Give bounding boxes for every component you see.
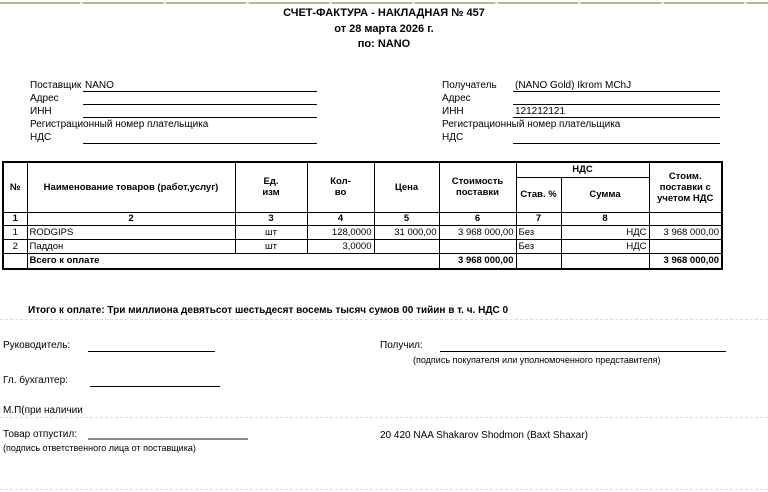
recipient-inn-label: ИНН (442, 106, 464, 117)
recipient-vat-label: НДС (442, 132, 464, 143)
item-unit: шт (235, 225, 307, 239)
recipient-inn-value: 121212121 (515, 106, 566, 117)
stamp-label: М.П(при наличии (3, 405, 83, 416)
supplier-name-field (83, 80, 317, 92)
item-num: 2 (3, 239, 27, 253)
recipient-reg-row (442, 118, 742, 131)
grid-artifact-line (0, 319, 768, 320)
column-number: 1 (3, 212, 27, 225)
accountant-signature-line (90, 386, 220, 387)
col-header-num: № (3, 162, 27, 212)
item-vat-sum: НДС (561, 239, 649, 253)
document-title: СЧЕТ-ФАКТУРА - НАКЛАДНАЯ № 457 (283, 7, 485, 19)
total-vat-rate-cell (516, 253, 561, 269)
supplier-label: Поставщик (30, 80, 82, 91)
col-header-vat-rate: Став. % (516, 177, 561, 212)
col-header-vat-sum: Сумма (561, 177, 649, 212)
col-header-unit: Ед. изм (235, 162, 307, 212)
total-row-num-cell (3, 253, 27, 269)
supplier-address-label: Адрес (30, 93, 59, 104)
col-header-cost: Стоимость поставки (439, 162, 516, 212)
column-number: 2 (27, 212, 235, 225)
item-price: 31 000,00 (374, 225, 439, 239)
item-num: 1 (3, 225, 27, 239)
column-number: 8 (561, 212, 649, 225)
released-by-info: 20 420 NAA Shakarov Shodmon (Baxt Shaxar) (380, 430, 588, 441)
recipient-address-row (442, 92, 742, 105)
column-number: 3 (235, 212, 307, 225)
supplier-vat-row (30, 131, 350, 144)
col-header-price: Цена (374, 162, 439, 212)
supplier-vat-label: НДС (30, 132, 52, 143)
total-row (3, 253, 722, 269)
col-header-name: Наименование товаров (работ,услуг) (27, 162, 235, 212)
item-name: RODGIPS (27, 225, 235, 239)
received-note: (подпись покупателя или уполномоченного представителя) (413, 355, 661, 365)
recipient-vat-field (513, 132, 720, 144)
column-number: 6 (439, 212, 516, 225)
recipient-vat-row (442, 131, 742, 144)
supplier-inn-row (30, 105, 350, 118)
column-number: 7 (516, 212, 561, 225)
director-label: Руководитель: (3, 340, 71, 351)
total-cost: 3 968 000,00 (439, 253, 516, 269)
column-number: 4 (307, 212, 374, 225)
supplier-inn-label: ИНН (30, 106, 52, 117)
total-vat-sum-cell (561, 253, 649, 269)
supplier-address-field (83, 93, 317, 105)
table-row (3, 239, 722, 253)
item-qty: 128,0000 (307, 225, 374, 239)
item-cost (439, 239, 516, 253)
item-vat-rate: Без (516, 239, 561, 253)
item-vat-sum: НДС (561, 225, 649, 239)
item-unit: шт (235, 239, 307, 253)
item-cost: 3 968 000,00 (439, 225, 516, 239)
total-amount: 3 968 000,00 (649, 253, 722, 269)
recipient-name-value: (NANO Gold) Ikrom MChJ (515, 80, 632, 91)
column-number: 5 (374, 212, 439, 225)
item-qty: 3,0000 (307, 239, 374, 253)
grid-artifact-line (0, 489, 768, 490)
item-price (374, 239, 439, 253)
table-row (3, 225, 722, 239)
invoice-items-table (2, 161, 723, 270)
supplier-name-row (30, 79, 350, 92)
received-signature-line (440, 351, 726, 352)
accountant-label: Гл. бухгалтер: (3, 375, 68, 386)
supplier-address-row (30, 92, 350, 105)
supplier-vat-field (83, 132, 317, 144)
item-vat-rate: Без (516, 225, 561, 239)
column-number-row (3, 212, 722, 225)
supplier-inn-field (83, 106, 317, 118)
received-label: Получил: (380, 340, 423, 351)
item-total: 3 968 000,00 (649, 225, 722, 239)
col-header-total: Стоим. поставки с учетом НДС (649, 162, 722, 212)
supplier-reg-label: Регистрационный номер плательщика (30, 119, 209, 130)
recipient-inn-row (442, 105, 742, 118)
released-signature-line (88, 438, 248, 440)
supplier-name-value: NANO (85, 80, 114, 91)
released-note: (подпись ответственного лица от поставщика) (3, 443, 196, 453)
recipient-block (442, 79, 742, 144)
recipient-name-row (442, 79, 742, 92)
recipient-name-field (513, 80, 720, 92)
amount-in-words: Итого к оплате: Три миллиона девятьсот шестьдесят восемь тысяч сумов 00 тийин в т. ч. НДС 0 (28, 305, 509, 316)
supplier-block (30, 79, 350, 144)
recipient-reg-label: Регистрационный номер плательщика (442, 119, 621, 130)
document-subtitle: по: NANO (357, 38, 411, 50)
recipient-label: Получатель (442, 80, 497, 91)
page-break-line (0, 2, 768, 4)
col-header-vat: НДС (516, 162, 649, 177)
item-total (649, 239, 722, 253)
director-signature-line (88, 351, 215, 352)
grid-artifact-line (0, 417, 768, 418)
released-label: Товар отпустил: (3, 429, 77, 440)
total-row-label: Всего к оплате (27, 253, 439, 269)
item-name: Паддон (27, 239, 235, 253)
supplier-reg-row (30, 118, 350, 131)
recipient-address-field (513, 93, 720, 105)
recipient-address-label: Адрес (442, 93, 471, 104)
recipient-inn-field (513, 106, 720, 118)
document-title-block (0, 6, 768, 53)
document-date: от 28 марта 2026 г. (334, 22, 434, 35)
col-header-qty: Кол-во (307, 162, 374, 212)
